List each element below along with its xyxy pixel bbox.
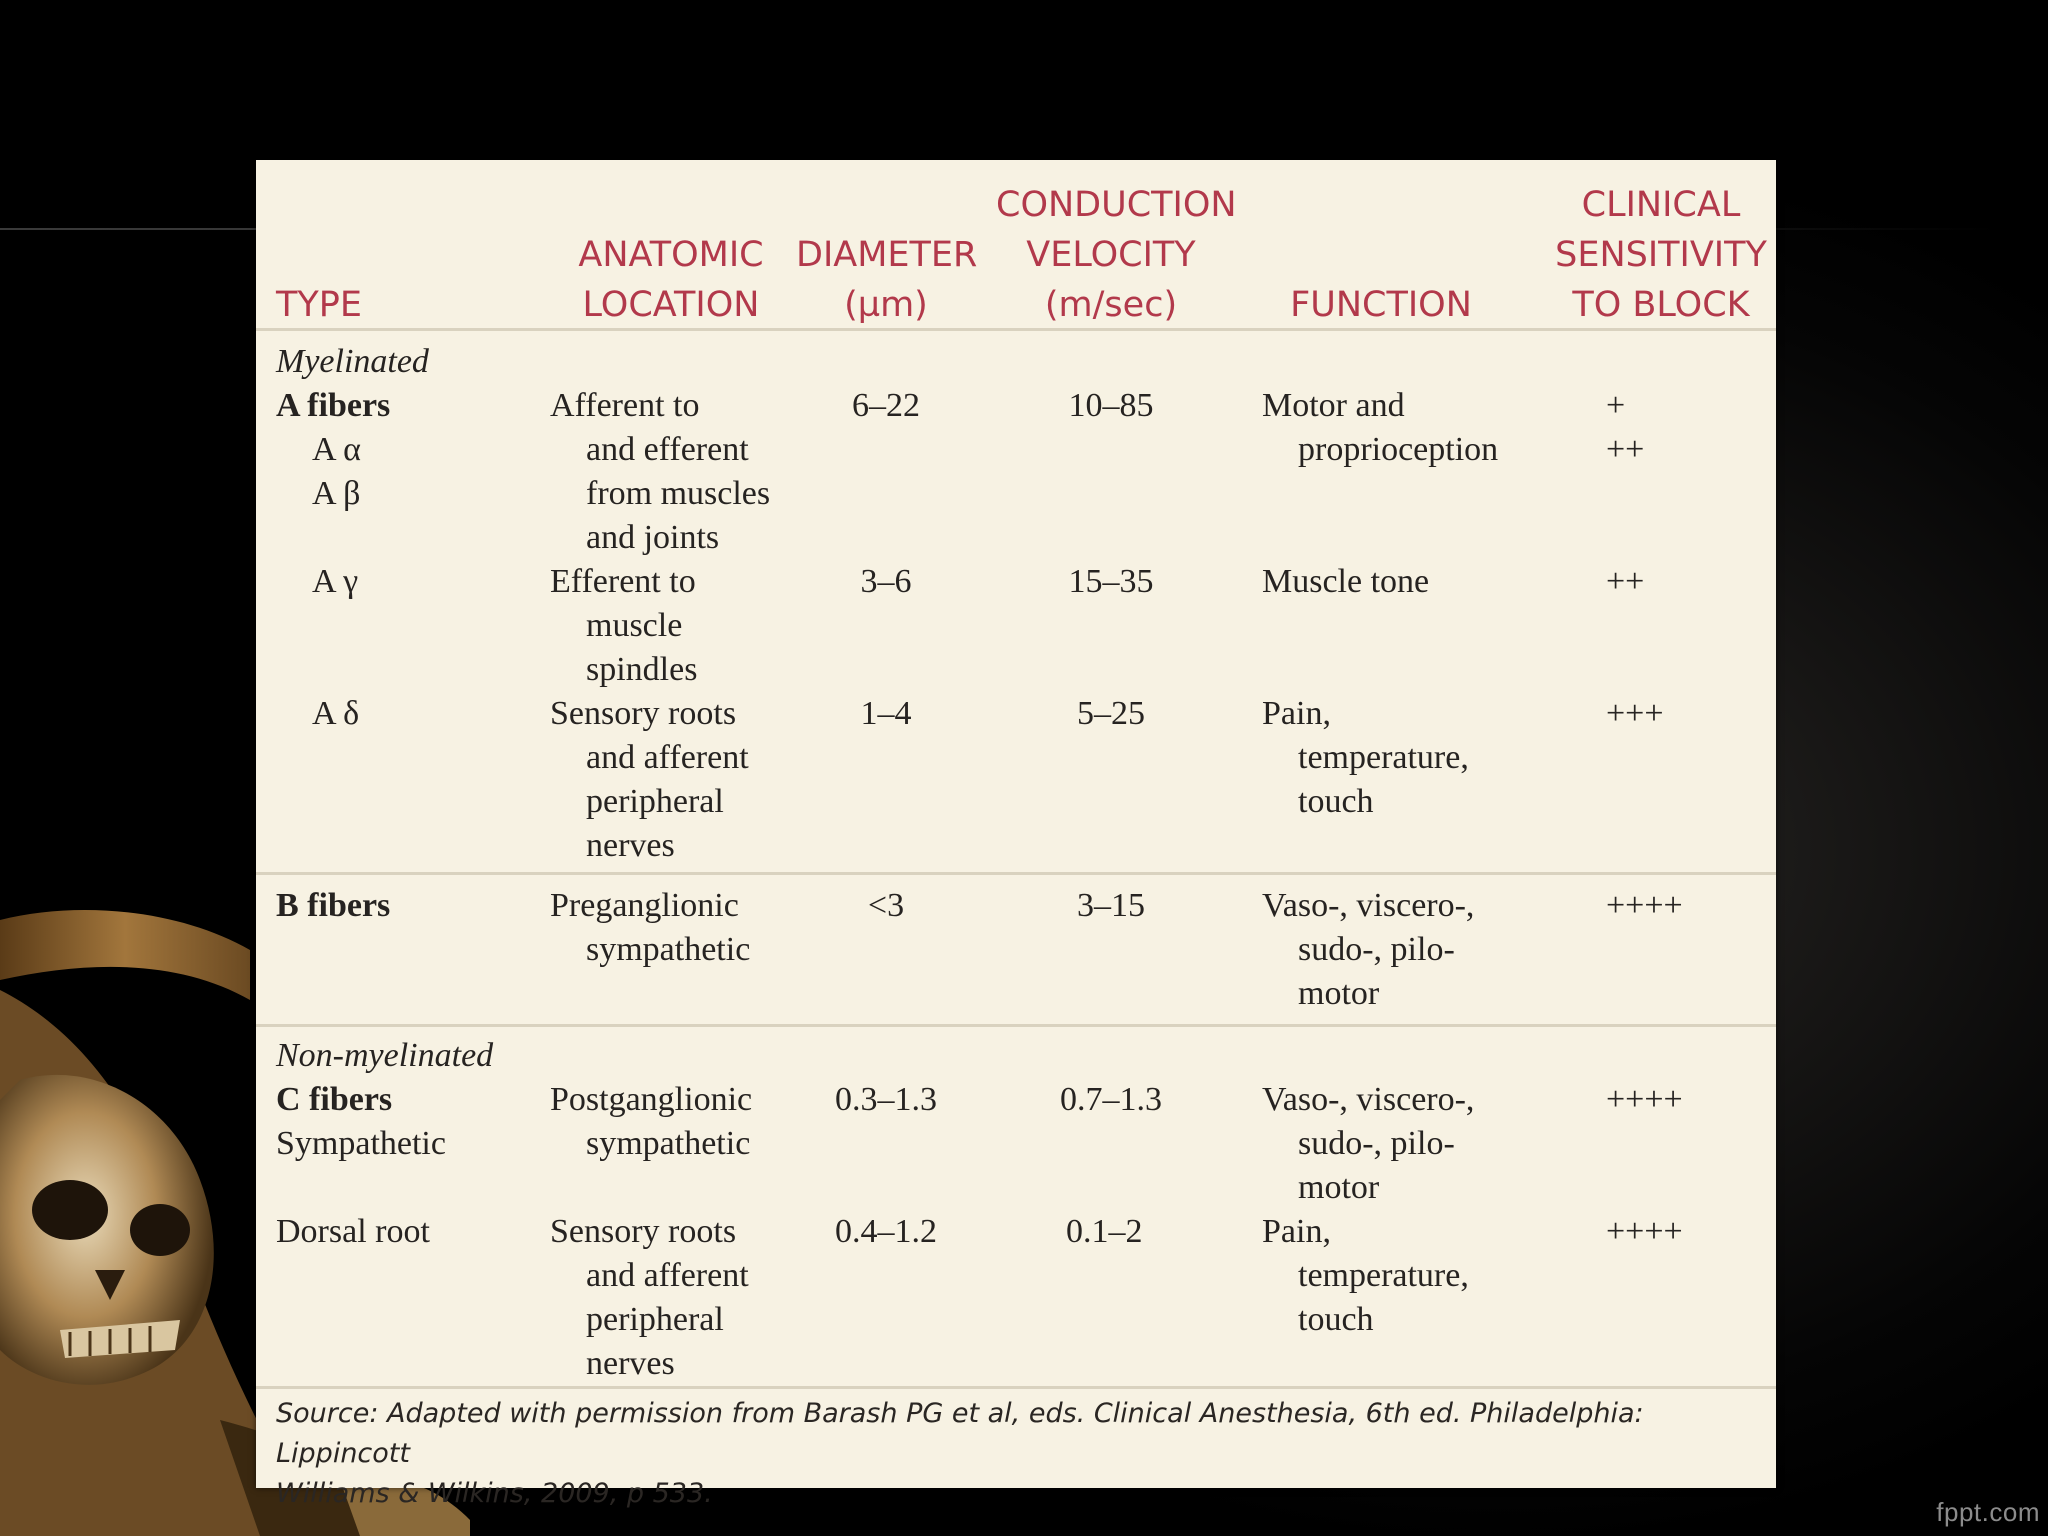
a-alpha-beta-diameter [806, 384, 966, 428]
header-diameter [796, 230, 976, 330]
location-line: peripheral [586, 783, 724, 820]
header-sensitivity-line2: SENSITIVITY [1555, 235, 1767, 275]
location-line: sympathetic [586, 931, 751, 968]
header-divider [256, 328, 1776, 331]
location-line: sympathetic [586, 1125, 751, 1162]
function-line: temperature, [1298, 739, 1469, 776]
a-alpha-beta-sensitivity [1606, 384, 1644, 472]
velocity-value: 0.7–1.3 [1060, 1081, 1162, 1118]
b-fibers-function [1262, 884, 1474, 1016]
a-alpha-beta-function [1262, 384, 1498, 472]
header-conduction-velocity [996, 180, 1237, 330]
velocity-value: 0.1–2 [1066, 1213, 1143, 1250]
a-delta-diameter [806, 692, 966, 736]
section-myelinated-label: Myelinated [276, 343, 429, 380]
c-sympathetic-function [1262, 1078, 1474, 1210]
a-alpha-label: A α [312, 431, 361, 468]
b-fibers-diameter [806, 884, 966, 928]
b-fibers-divider [256, 1024, 1776, 1027]
c-sympathetic-location [550, 1078, 752, 1166]
c-fibers-type-cell [276, 1078, 446, 1166]
source-citation [276, 1394, 1746, 1514]
b-fibers-location [550, 884, 750, 972]
a-alpha-beta-location [550, 384, 770, 560]
b-fibers-velocity [1016, 884, 1206, 928]
function-line: Vaso-, viscero-, [1262, 1081, 1475, 1118]
c-sympathetic-sensitivity [1606, 1078, 1683, 1122]
c-sympathetic-diameter [806, 1078, 966, 1122]
header-velocity-line3: (m/sec) [1044, 285, 1178, 325]
sensitivity-value: ++ [1606, 431, 1645, 468]
function-line: touch [1298, 1301, 1374, 1338]
c-dorsal-root-sensitivity [1606, 1210, 1683, 1254]
c-dorsal-root-label: Dorsal root [276, 1213, 430, 1250]
a-delta-velocity [1016, 692, 1206, 736]
a-delta-location [550, 692, 749, 868]
header-sensitivity-line3: TO BLOCK [1572, 285, 1750, 325]
a-beta-label: A β [312, 475, 361, 512]
header-function-label: FUNCTION [1290, 285, 1472, 325]
velocity-value: 5–25 [1077, 695, 1145, 732]
location-line: muscle [586, 607, 683, 644]
header-function [1256, 280, 1506, 330]
function-line: sudo-, pilo- [1298, 931, 1455, 968]
diameter-value: 1–4 [860, 695, 912, 732]
a-gamma-type-cell [276, 560, 358, 604]
b-fibers-type-cell [276, 884, 390, 928]
header-anatomic-location [546, 230, 796, 330]
sensitivity-value: ++++ [1606, 1081, 1683, 1118]
a-fibers-type-cell [276, 384, 390, 516]
header-sensitivity-line1: CLINICAL [1581, 185, 1741, 225]
b-fibers-label: B fibers [276, 887, 391, 924]
a-delta-sensitivity [1606, 692, 1664, 736]
header-diameter-line1: DIAMETER [796, 235, 978, 275]
a-delta-type-cell [276, 692, 359, 736]
b-fibers-sensitivity [1606, 884, 1683, 928]
header-type-label: TYPE [276, 285, 362, 325]
section-non-myelinated [276, 1034, 493, 1078]
sensitivity-value: +++ [1606, 695, 1664, 732]
location-line: nerves [586, 827, 675, 864]
c-dorsal-root-velocity [1066, 1210, 1143, 1254]
header-anatomic-line2: LOCATION [582, 285, 760, 325]
sensitivity-value: ++ [1606, 563, 1645, 600]
sensitivity-value: + [1606, 387, 1626, 424]
velocity-value: 3–15 [1077, 887, 1145, 924]
header-clinical-sensitivity [1546, 180, 1776, 330]
c-dorsal-root-type-cell [276, 1210, 430, 1254]
function-line: Pain, [1262, 695, 1331, 732]
header-velocity-line1: CONDUCTION [996, 185, 1237, 225]
a-gamma-location [550, 560, 697, 692]
a-delta-function [1262, 692, 1469, 824]
a-gamma-velocity [1016, 560, 1206, 604]
section-non-myelinated-label: Non-myelinated [276, 1037, 494, 1074]
diameter-value: 0.4–1.2 [835, 1213, 937, 1250]
location-line: peripheral [586, 1301, 724, 1338]
function-line: Vaso-, viscero-, [1262, 887, 1475, 924]
location-line: and efferent [586, 431, 749, 468]
a-alpha-beta-velocity [1016, 384, 1206, 428]
location-line: Sensory roots [550, 695, 737, 732]
a-gamma-diameter [806, 560, 966, 604]
location-line: Afferent to [550, 387, 700, 424]
function-line: motor [1298, 975, 1380, 1012]
c-dorsal-root-function [1262, 1210, 1469, 1342]
diameter-value: <3 [867, 887, 905, 924]
location-line: and joints [586, 519, 720, 556]
diameter-value: 0.3–1.3 [835, 1081, 937, 1118]
c-sympathetic-velocity [1016, 1078, 1206, 1122]
a-gamma-sensitivity [1606, 560, 1644, 604]
location-line: spindles [586, 651, 698, 688]
location-line: from muscles [586, 475, 771, 512]
a-delta-label: A δ [312, 695, 360, 732]
diameter-value: 6–22 [852, 387, 920, 424]
c-sympathetic-label: Sympathetic [276, 1125, 446, 1162]
velocity-value: 10–85 [1068, 387, 1154, 424]
a-gamma-function [1262, 560, 1429, 604]
a-fibers-label: A fibers [276, 387, 391, 424]
function-line: sudo-, pilo- [1298, 1125, 1455, 1162]
c-fibers-label: C fibers [276, 1081, 393, 1118]
function-line: touch [1298, 783, 1374, 820]
a-fibers-divider [256, 872, 1776, 875]
location-line: and afferent [586, 739, 749, 776]
function-line: motor [1298, 1169, 1380, 1206]
location-line: and afferent [586, 1257, 749, 1294]
velocity-value: 15–35 [1068, 563, 1154, 600]
sensitivity-value: ++++ [1606, 1213, 1683, 1250]
c-dorsal-root-location [550, 1210, 749, 1386]
source-citation-line1: Source: Adapted with permission from Barash PG et al, eds. Clinical Anesthesia, 6th ed. Philadelphia: Lippincott [276, 1398, 1644, 1469]
diameter-value: 3–6 [860, 563, 912, 600]
location-line: Postganglionic [550, 1081, 753, 1118]
a-gamma-label: A γ [312, 563, 359, 600]
function-line: Muscle tone [1262, 563, 1430, 600]
sensitivity-value: ++++ [1606, 887, 1683, 924]
location-line: Preganglionic [550, 887, 739, 924]
header-type [276, 280, 362, 330]
function-line: temperature, [1298, 1257, 1469, 1294]
watermark-text: fppt.com [1936, 1497, 2040, 1527]
c-dorsal-root-diameter [806, 1210, 966, 1254]
function-line: Pain, [1262, 1213, 1331, 1250]
location-line: Sensory roots [550, 1213, 737, 1250]
section-myelinated [276, 340, 429, 384]
header-diameter-line2: (µm) [844, 285, 928, 325]
table-bottom-divider [256, 1386, 1776, 1389]
source-citation-line2: Williams & Wilkins, 2009, p 533. [276, 1478, 713, 1509]
function-line: proprioception [1298, 431, 1499, 468]
location-line: nerves [586, 1345, 675, 1382]
header-anatomic-line1: ANATOMIC [578, 235, 764, 275]
function-line: Motor and [1262, 387, 1405, 424]
header-velocity-line2: VELOCITY [1026, 235, 1196, 275]
fiber-classification-table [256, 160, 1776, 1509]
location-line: Efferent to [550, 563, 696, 600]
